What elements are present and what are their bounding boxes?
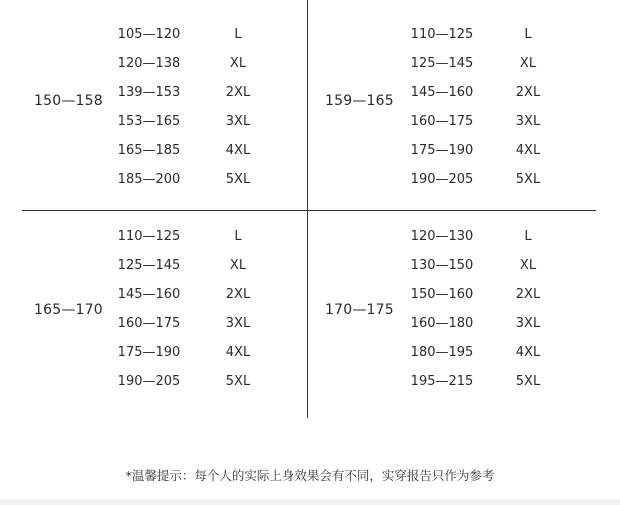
size-value: 4XL [225,345,251,360]
size-value: 2XL [225,85,251,100]
weight-range: 105—120 [117,27,181,42]
weight-range: 165—185 [117,143,181,158]
weight-range: 190—205 [410,172,474,187]
weight-range: 145—160 [410,85,474,100]
weight-range: 120—130 [410,229,474,244]
size-value: L [234,27,242,42]
weight-range: 160—175 [117,316,181,331]
horizontal-divider [22,210,596,211]
weight-range: 175—190 [410,143,474,158]
weight-range: 180—195 [410,345,474,360]
size-value: XL [519,56,537,71]
weight-range: 185—200 [117,172,181,187]
size-value: 3XL [515,316,541,331]
size-value: L [234,229,242,244]
weight-range: 190—205 [117,374,181,389]
size-value: 4XL [515,143,541,158]
weight-range: 130—150 [410,258,474,273]
weight-range: 160—175 [410,114,474,129]
height-label: 165—170 [34,302,103,318]
size-value: 5XL [515,374,541,389]
size-value: 3XL [225,316,251,331]
size-value: 3XL [225,114,251,129]
size-value: 3XL [515,114,541,129]
size-value: 2XL [515,85,541,100]
vertical-divider [307,0,308,418]
height-label: 150—158 [34,93,103,109]
size-value: L [524,229,532,244]
size-value: 5XL [225,172,251,187]
size-value: 5XL [515,172,541,187]
weight-range: 153—165 [117,114,181,129]
size-value: XL [229,258,247,273]
size-value: 4XL [515,345,541,360]
weight-range: 110—125 [410,27,474,42]
size-value: XL [229,56,247,71]
size-value: XL [519,258,537,273]
size-value: 2XL [515,287,541,302]
bottom-strip [0,499,620,505]
weight-range: 160—180 [410,316,474,331]
size-value: L [524,27,532,42]
weight-range: 145—160 [117,287,181,302]
size-value: 2XL [225,287,251,302]
weight-range: 110—125 [117,229,181,244]
weight-range: 139—153 [117,85,181,100]
size-value: 4XL [225,143,251,158]
weight-range: 175—190 [117,345,181,360]
height-label: 170—175 [325,302,394,318]
weight-range: 125—145 [410,56,474,71]
size-value: 5XL [225,374,251,389]
height-label: 159—165 [325,93,394,109]
weight-range: 125—145 [117,258,181,273]
footnote: *温馨提示：每个人的实际上身效果会有不同，实穿报告只作为参考 [125,468,495,483]
weight-range: 120—138 [117,56,181,71]
weight-range: 195—215 [410,374,474,389]
weight-range: 150—160 [410,287,474,302]
